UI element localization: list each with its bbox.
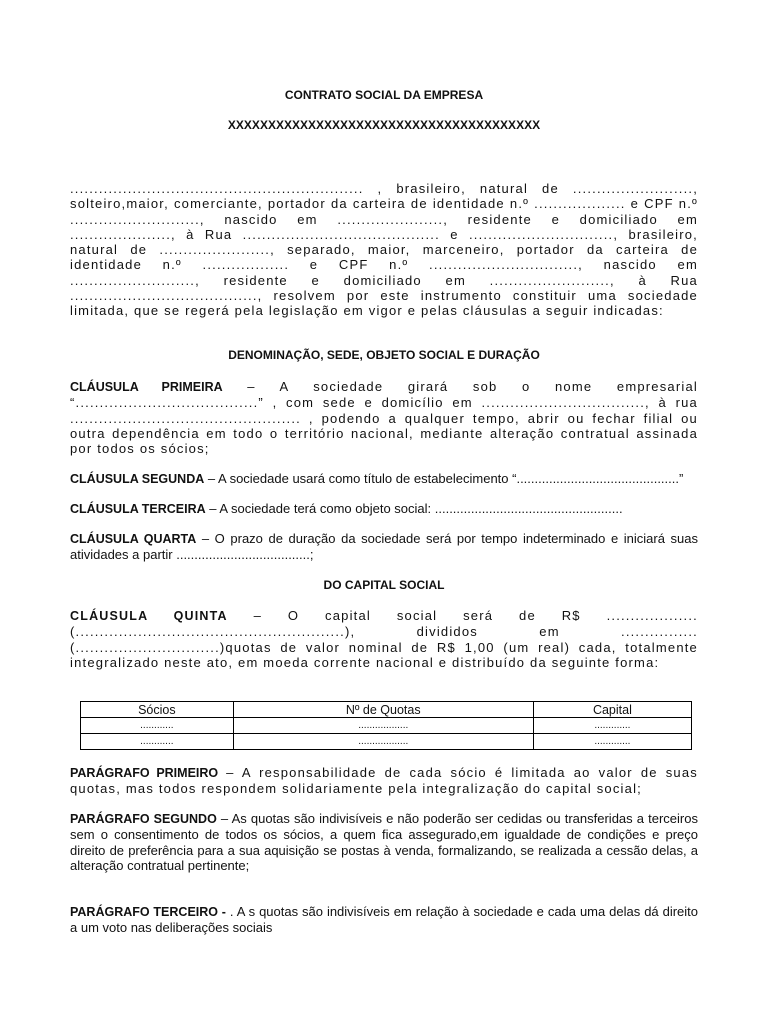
table-cell: .................. [233,718,533,734]
clause-segunda-text: – A sociedade usará como título de estabelecimento “.............................................” [204,471,684,486]
table-row [81,734,692,750]
paragraph-terceiro [70,904,698,936]
paragraph-segundo [70,811,698,873]
paragraph-segundo-text: – As quotas são indivisíveis e não poderão ser cedidas ou transferidas a terceiros sem o consentimento de todos os sócios, a quem fica assegurado,em igualdade de condições e preço direito de preferência para a sua aquisição se postas à venda, formalizando, se realizada a cessão delas, a alteração contratual pertinente; [70,811,698,873]
table-cell: ............. [533,718,691,734]
intro-paragraph: ............................................................. , brasileiro, natural de ........................., solteiro,maior, comerciante, portador da carteira de identidade n.º ................... e CPF n.º ..........................., nascido em ......................, residente e domiciliado em ....................., à Rua ......................................... e .............................., brasileiro, natural de ......................., separado, maior, marceneiro, portador da carteira de identidade n.º .................. e CPF n.º ..............................., nascido em .........................., residente e domiciliado em ........................., à Rua ......................................., resolvem por este instrumento constituir uma sociedade limitada, que se regerá pela legislação em vigor e pelas cláusulas a seguir indicadas: [70,181,698,319]
paragraph-terceiro-text: . A s quotas são indivisíveis em relação à sociedade e cada uma delas dá direito a um voto nas deliberações sociais [70,904,698,936]
table-header-row [81,702,692,718]
document-title: CONTRATO SOCIAL DA EMPRESA [284,88,484,102]
clause-segunda-label: CLÁUSULA SEGUNDA [70,472,205,486]
clause-segunda [70,471,698,487]
paragraph-primeiro [70,765,698,797]
clause-quinta-label: CLÁUSULA QUINTA [70,609,228,623]
clause-quinta-text: – O capital social será de R$ ................... (........................................................), divididos em ................ (..............................)quotas de valor nominal de R$ 1,00 (um real) cada, totalmente integralizado neste ato, em moeda corrente nacional e distribuído da seguinte forma: [70,608,698,670]
clause-primeira-text: – A sociedade girará sob o nome empresarial “......................................” , com sede e domicílio em .................................., à rua ................................................ , podendo a qualquer tempo, abrir ou fechar filial ou outra dependência em todo o território nacional, mediante alteração contratual assinada por todos os sócios; [70,379,698,457]
table-cell: ............ [81,718,234,734]
clause-quarta [70,531,698,563]
table-header-capital: Capital [533,702,691,718]
clause-terceira-label: CLÁUSULA TERCEIRA [70,502,206,516]
clause-quarta-label: CLÁUSULA QUARTA [70,532,197,546]
paragraph-segundo-label: PARÁGRAFO SEGUNDO [70,812,217,826]
clause-terceira [70,501,698,517]
table-cell: ............. [533,734,691,750]
paragraph-terceiro-label: PARÁGRAFO TERCEIRO - [70,905,226,919]
table-cell: ............ [81,734,234,750]
paragraph-primeiro-text: – A responsabilidade de cada sócio é limitada ao valor de suas quotas, mas todos respondem solidariamente pela integralização do capital social; [70,765,698,797]
clause-primeira-label: CLÁUSULA PRIMEIRA [70,380,223,394]
quotas-table [80,701,692,750]
clause-primeira [70,379,698,456]
table-row [81,718,692,734]
table-cell: .................. [233,734,533,750]
clause-terceira-text: – A sociedade terá como objeto social: .................................................... [205,501,623,516]
table-header-socios: Sócios [81,702,234,718]
clause-quarta-text: – O prazo de duração da sociedade será por tempo indeterminado e iniciará suas atividades a partir .....................................; [70,531,699,563]
company-name-placeholder: XXXXXXXXXXXXXXXXXXXXXXXXXXXXXXXXXXXXXXX [227,118,541,132]
paragraph-primeiro-label: PARÁGRAFO PRIMEIRO [70,766,219,780]
table-header-quotas: Nº de Quotas [233,702,533,718]
clause-quinta [70,608,698,670]
section-heading-capital: DO CAPITAL SOCIAL [323,578,445,592]
section-heading-denominacao: DENOMINAÇÃO, SEDE, OBJETO SOCIAL E DURAÇÃO [228,348,540,362]
